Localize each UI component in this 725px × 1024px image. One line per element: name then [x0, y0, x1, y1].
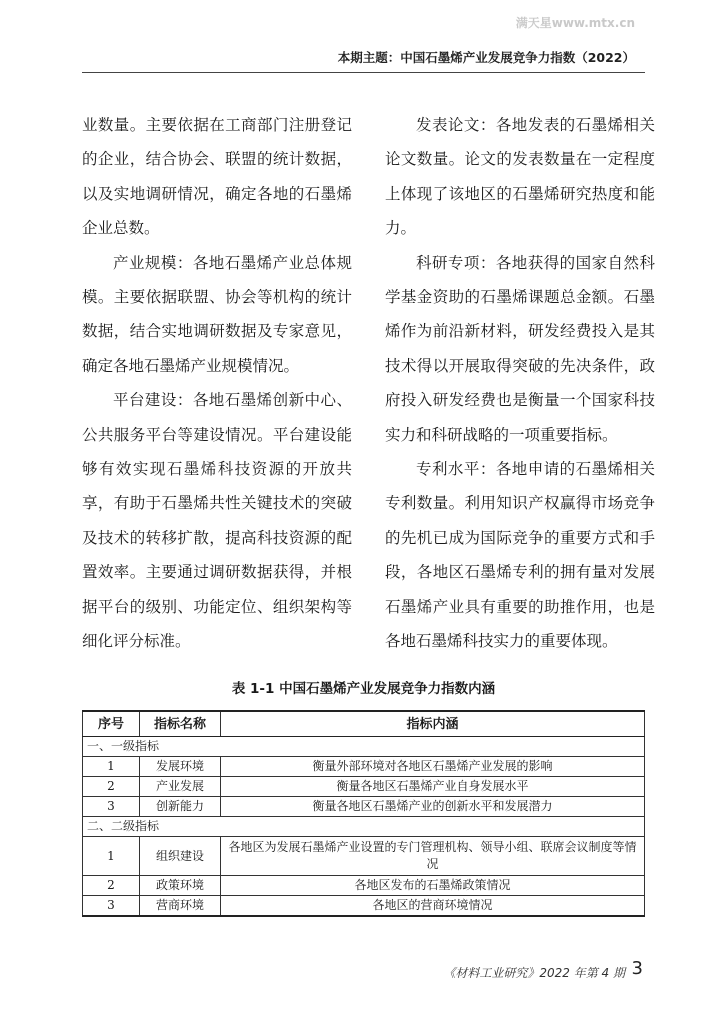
table-row	[83, 837, 645, 876]
header-desc: 指标内涵	[221, 711, 645, 737]
table-row	[83, 777, 645, 797]
row-name: 发展环境	[140, 757, 221, 777]
table-caption: 表 1-1 中国石墨烯产业发展竞争力指数内涵	[231, 681, 496, 697]
section-title: 一、一级指标	[83, 737, 645, 757]
row-desc: 各地区的营商环境情况	[221, 896, 645, 917]
row-name: 产业发展	[140, 777, 221, 797]
paragraph: 业数量。主要依据在工商部门注册登记的企业，结合协会、联盟的统计数据，以及实地调研情况，确定各地的石墨烯企业总数。	[82, 116, 352, 238]
row-desc: 各地区发布的石墨烯政策情况	[221, 876, 645, 896]
page-number: 3	[631, 958, 643, 979]
row-name: 创新能力	[140, 797, 221, 817]
running-header: 本期主题：中国石墨烯产业发展竞争力指数（2022）	[337, 50, 635, 65]
journal-footer: 《材料工业研究》2022 年第 4 期	[443, 966, 625, 980]
table-header-row	[83, 711, 645, 737]
row-name: 营商环境	[140, 896, 221, 917]
right-column	[385, 108, 655, 659]
row-num: 3	[83, 896, 140, 917]
row-name: 组织建设	[140, 837, 221, 876]
section-title: 二、二级指标	[83, 817, 645, 837]
section-row	[83, 817, 645, 837]
left-column	[82, 108, 352, 659]
table-row	[83, 757, 645, 777]
header-num: 序号	[83, 711, 140, 737]
watermark-site: 满天星www.mtx.cn	[515, 16, 635, 30]
row-num: 1	[83, 757, 140, 777]
row-desc: 衡量各地区石墨烯产业自身发展水平	[221, 777, 645, 797]
row-desc: 衡量外部环境对各地区石墨烯产业发展的影响	[221, 757, 645, 777]
row-num: 1	[83, 837, 140, 876]
table-row	[83, 797, 645, 817]
header-rule	[82, 72, 645, 73]
row-num: 2	[83, 876, 140, 896]
paragraph: 专利水平：各地申请的石墨烯相关专利数量。利用知识产权赢得市场竞争的先机已成为国际竞争的重要方式和手段，各地区石墨烯专利的拥有量对发展石墨烯产业具有重要的助推作用，也是各地石墨烯科技实力的重要体现。	[385, 460, 655, 651]
header-name: 指标名称	[140, 711, 221, 737]
index-table	[82, 710, 645, 917]
paragraph: 平台建设：各地石墨烯创新中心、公共服务平台等建设情况。平台建设能够有效实现石墨烯科技资源的开放共享，有助于石墨烯共性关键技术的突破及技术的转移扩散，提高科技资源的配置效率。主要通过调研数据获得，并根据平台的级别、功能定位、组织架构等细化评分标准。	[82, 391, 352, 651]
row-num: 3	[83, 797, 140, 817]
table-row	[83, 876, 645, 896]
paragraph: 科研专项：各地获得的国家自然科学基金资助的石墨烯课题总金额。石墨烯作为前沿新材料，研发经费投入是其技术得以开展取得突破的先决条件，政府投入研发经费也是衡量一个国家科技实力和科研战略的一项重要指标。	[385, 253, 655, 444]
row-desc: 衡量各地区石墨烯产业的创新水平和发展潜力	[221, 797, 645, 817]
row-name: 政策环境	[140, 876, 221, 896]
paragraph: 产业规模：各地石墨烯产业总体规模。主要依据联盟、协会等机构的统计数据，结合实地调研数据及专家意见，确定各地石墨烯产业规模情况。	[82, 253, 352, 375]
paragraph: 发表论文：各地发表的石墨烯相关论文数量。论文的发表数量在一定程度上体现了该地区的石墨烯研究热度和能力。	[385, 116, 655, 238]
table-row	[83, 896, 645, 917]
section-row	[83, 737, 645, 757]
row-num: 2	[83, 777, 140, 797]
row-desc: 各地区为发展石墨烯产业设置的专门管理机构、领导小组、联席会议制度等情况	[221, 837, 645, 876]
